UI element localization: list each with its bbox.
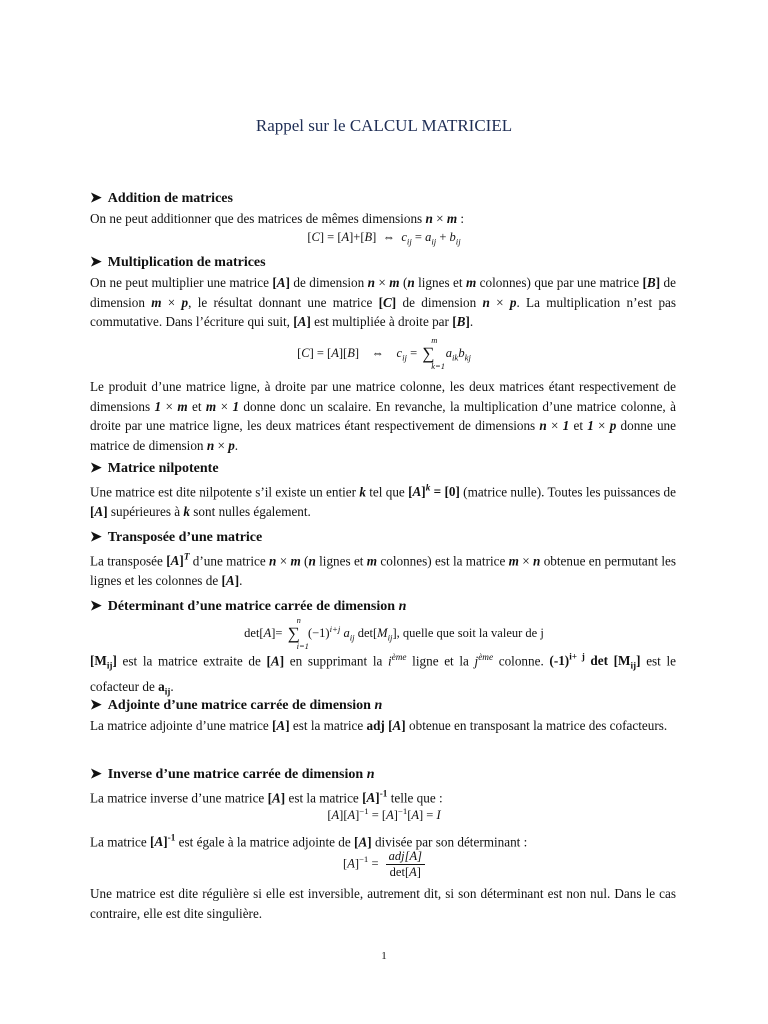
paragraph-adjointe: La matrice adjointe d’une matrice [A] est la matrice adj [A] obtenue en transposant la matrice des cofacteurs. bbox=[90, 718, 668, 733]
page-number: 1 bbox=[381, 950, 387, 962]
arrow-icon: ➤ bbox=[90, 530, 102, 545]
arrow-icon: ➤ bbox=[90, 767, 102, 782]
arrow-icon: ➤ bbox=[90, 698, 102, 713]
arrow-icon: ➤ bbox=[90, 599, 102, 614]
page-title: Rappel sur le CALCUL MATRICIEL bbox=[255, 116, 513, 135]
arrow-icon: ➤ bbox=[90, 191, 102, 206]
paragraph-inverse-3: Une matrice est dite régulière si elle est inversible, autrement dit, si son déterminant est non nul. Dans le cas contraire, elle est dite singulière. bbox=[90, 886, 676, 921]
heading-multiplication-text: Multiplication de matrices bbox=[107, 255, 266, 270]
heading-nilpotente-text: Matrice nilpotente bbox=[107, 461, 219, 476]
paragraph-inverse-1: La matrice inverse d’une matrice [A] est la matrice $[A]^{-1}$ telle que : bbox=[90, 789, 443, 806]
paragraph-nilpotente: Une matrice est dite nilpotente s’il existe un entier k tel que $[A]^k = [0]$ (matrice nulle). Toutes les puissances de [A] supérieures à k sont nulles également. bbox=[90, 483, 676, 519]
heading-inverse: ➤ Inverse d’une matrice carrée de dimension n bbox=[90, 767, 375, 782]
paragraph-multiplication-2: Le produit d’une matrice ligne, à droite par une matrice colonne, les deux matrices étant respectivement de dimensions 1 × m et m × 1 donne donc un scalaire. En revanche, la multiplication d’une matrice colonne, à droite par une matrice ligne, les deux matrices étant respectivement de dimensions n × 1 et 1 × p donne une matrice de dimension n × p. bbox=[90, 379, 677, 453]
heading-multiplication bbox=[90, 254, 266, 271]
equation-multiplication: [C] = [A][B] ⇔ $c_{ij}$ = ∑ m k=1 $a_{ik}b_{kj}$ bbox=[297, 335, 471, 371]
heading-determinant: ➤ Déterminant d’une matrice carrée de dimension n bbox=[90, 599, 407, 614]
paragraph-addition: On ne peut additionner que des matrices de mêmes dimensions n × m : bbox=[90, 211, 465, 226]
heading-addition-text: Addition de matrices bbox=[107, 191, 233, 206]
arrow-icon: ➤ bbox=[90, 461, 102, 476]
heading-transposee-text: Transposée d’une matrice bbox=[107, 530, 263, 545]
equation-determinant-tail: , quelle que soit la valeur de j bbox=[396, 626, 544, 641]
heading-nilpotente bbox=[90, 460, 219, 477]
equation-inverse-1: $[A][A]^{-1} = [A]^{-1}[A] = I$ bbox=[327, 806, 441, 823]
equation-inverse-2: $[A]^{-1}$ = $\frac{\text{adj[A]}}{\det[A]}$ bbox=[0, 849, 768, 880]
heading-transposee bbox=[90, 529, 262, 546]
paragraph-determinant: $[M_{ij}]$ est la matrice extraite de [A] en supprimant la $i^{ème}$ ligne et la $j^{ème}$ colonne. $(-1)^{i+ j}$ $\det [M_{ij}]$ est le cofacteur de $a_{ij}$. bbox=[90, 652, 677, 697]
paragraph-multiplication-1: On ne peut multiplier une matrice [A] de dimension n × m (n lignes et m colonnes) que par une matrice [B] de dimension m × p, le résultat donnant une matrice [C] de dimension n × p. La multiplication n’est pas commutative. Dans l’écriture qui suit, [A] est multipliée à droite par [B]. bbox=[90, 275, 677, 329]
heading-adjointe: ➤ Adjointe d’une matrice carrée de dimension n bbox=[90, 698, 383, 713]
paragraph-transposee: La transposée $[A]^T$ d’une matrice n × m (n lignes et m colonnes) est la matrice m × n obtenue en permutant les lignes et les colonnes de [A]. bbox=[90, 552, 676, 588]
heading-addition bbox=[90, 190, 233, 207]
addition-text: On ne peut additionner que des matrices de mêmes dimensions bbox=[90, 211, 423, 226]
paragraph-inverse-2: La matrice $[A]^{-1}$ est égale à la matrice adjointe de [A] divisée par son déterminant : bbox=[90, 833, 528, 850]
equation-addition: [C] = [A]+[B] ⇔ $c_{ij} = a_{ij} + b_{ij}$ bbox=[307, 230, 461, 247]
arrow-icon: ➤ bbox=[90, 255, 102, 270]
equation-determinant: det[A]= ∑ n i=1 $(-1)^{i+j}$ $a_{ij}$ $\det[M_{ij}]$, quelle que soit la valeur de j bbox=[244, 615, 544, 652]
